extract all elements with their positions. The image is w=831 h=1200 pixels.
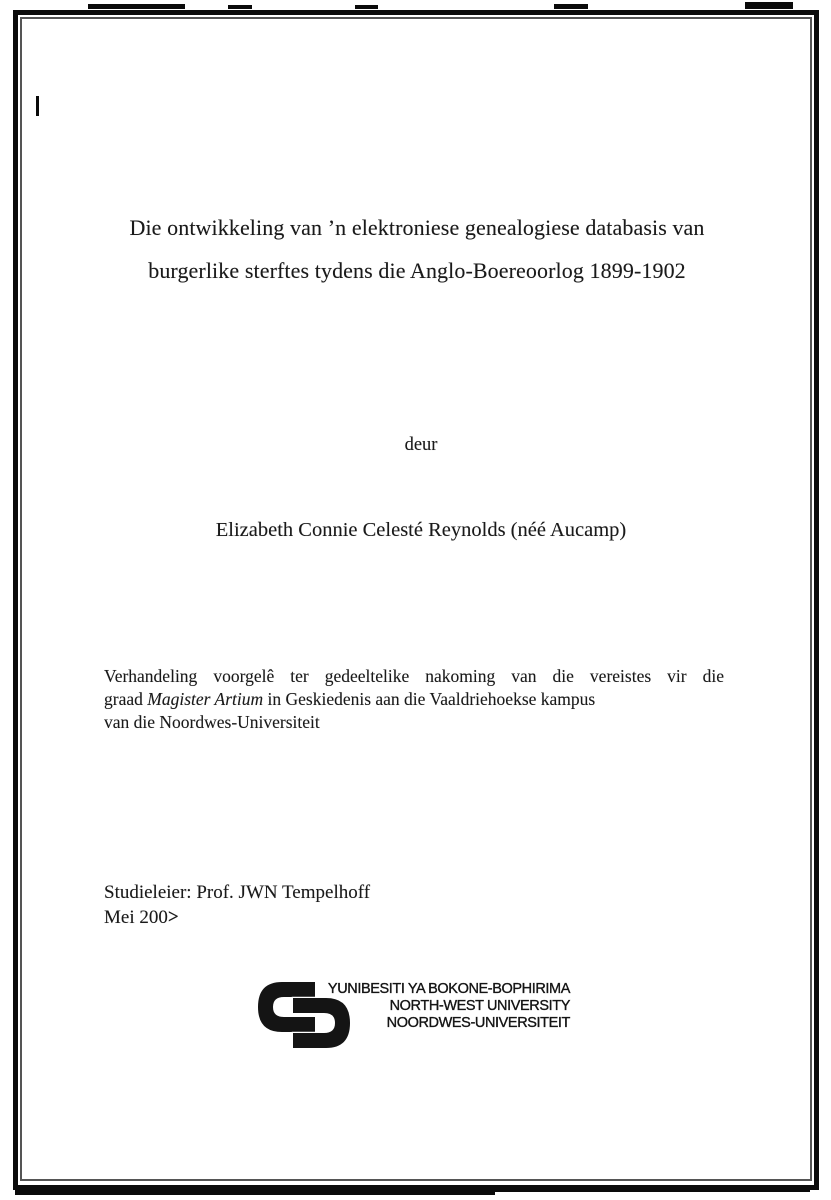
degree-name-italic: Magister Artium [147,689,264,710]
scan-artifact [745,2,793,9]
scan-artifact [88,4,185,9]
north-west-university-logo [258,981,570,1051]
scan-artifact [554,4,588,9]
thesis-title [65,206,769,292]
date-final-digit-glyph: > [167,905,179,928]
submission-line-3: van die Noordwes-Universiteit [104,712,320,733]
byline-deur: deur [404,435,438,455]
submission-line-2-prefix: graad [104,689,148,710]
date-text: Mei 200 [104,906,168,928]
submission-statement [104,665,724,735]
title-line-1: Die ontwikkeling van ’n elektroniese genealogiese databasis van [129,215,705,240]
title-line-2: burgerlike sterftes tydens die Anglo-Boereoorlog 1899-1902 [148,258,686,283]
scan-artifact [228,5,252,9]
submission-line-1: Verhandeling voorgelê ter gedeeltelike nakoming van die vereistes vir die [104,666,724,686]
scan-artifact [15,1192,495,1195]
submission-line-2 [104,688,724,711]
date-line [104,906,604,931]
supervisor-line: Studieleier: Prof. JWN Tempelhoff [104,882,371,903]
university-name-block [298,981,570,1031]
submission-line-2-suffix: in Geskiedenis aan die Vaaldriehoekse kampus [263,689,596,710]
university-name-afrikaans: NOORDWES-UNIVERSITEIT [386,1014,570,1031]
scan-artifact [355,5,378,9]
author-name: Elizabeth Connie Celesté Reynolds (néé Aucamp) [215,519,627,541]
university-name-setswana: YUNIBESITI YA BOKONE-BOPHIRIMA [327,981,570,997]
supervisor-block [104,881,604,930]
university-name-english: NORTH-WEST UNIVERSITY [389,997,570,1014]
